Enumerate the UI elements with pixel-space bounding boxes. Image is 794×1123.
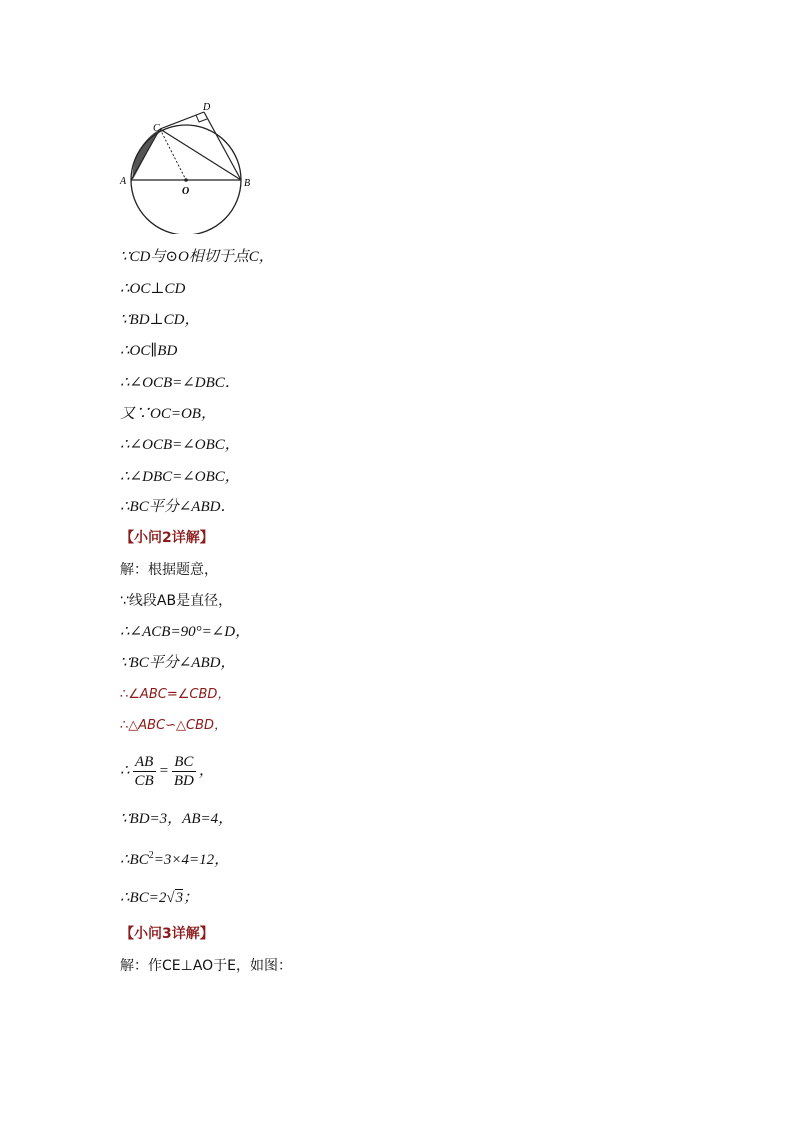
part2-line-8 bbox=[120, 846, 229, 870]
proof-line-1: ∵CD与⊙O相切于点C， bbox=[120, 249, 274, 265]
part2-line-4: ∴∠ABC=∠CBD， bbox=[120, 687, 231, 702]
label-a: A bbox=[120, 176, 127, 187]
part2-intro: 解：根据题意， bbox=[120, 562, 218, 578]
fraction-denominator: CB bbox=[134, 773, 154, 790]
segment-ac bbox=[131, 129, 160, 180]
bc-equals: ∴BC=2 bbox=[120, 890, 167, 906]
part2-line-7: ∵BD=3，AB=4， bbox=[120, 811, 234, 827]
label-b: B bbox=[244, 178, 251, 189]
segment-cb bbox=[160, 129, 241, 180]
part2-line-5: ∴△ABC∽△CBD， bbox=[120, 718, 228, 733]
part2-line-9 bbox=[120, 888, 198, 908]
proof-line-7: ∴∠OCB=∠OBC， bbox=[120, 437, 240, 453]
proof-line-5: ∴∠OCB=∠DBC． bbox=[120, 375, 240, 391]
therefore-symbol: ∴ bbox=[120, 763, 130, 779]
segment-db bbox=[204, 112, 241, 180]
proof-line-9: ∴BC平分∠ABD． bbox=[120, 499, 236, 515]
fraction-denominator: BD bbox=[173, 773, 194, 790]
part2-line-1: ∵线段AB是直径， bbox=[120, 593, 233, 609]
exponent: 2 bbox=[148, 850, 154, 861]
part3-intro: 解：作CE⊥AO于E，如图： bbox=[120, 958, 293, 974]
proof-line-2: ∴OC⊥CD bbox=[120, 281, 186, 297]
fraction-numerator: AB bbox=[133, 753, 156, 772]
proof-line-8: ∴∠DBC=∠OBC， bbox=[120, 469, 240, 485]
bc-label: ∴BC bbox=[120, 852, 149, 868]
geometry-figure bbox=[116, 100, 256, 234]
semicolon: ； bbox=[183, 890, 199, 906]
fraction-ab-cb bbox=[133, 753, 156, 790]
proof-line-6: 又∵OC=OB， bbox=[120, 406, 216, 422]
comma: ， bbox=[198, 763, 214, 779]
fraction-numerator: BC bbox=[172, 753, 196, 772]
radicand: 3 bbox=[175, 890, 184, 906]
label-c: C bbox=[153, 123, 160, 134]
label-d: D bbox=[203, 102, 211, 113]
label-o: O bbox=[182, 186, 190, 197]
right-angle-mark bbox=[196, 115, 207, 122]
part2-line-6: ∴ $\frac{AB}{CB}$ = $\frac{BC}{BD}$ ， bbox=[120, 754, 214, 790]
proof-line-3: ∵BD⊥CD， bbox=[120, 312, 200, 328]
part2-line-3: ∵BC平分∠ABD， bbox=[120, 655, 236, 671]
part2-line-2: ∴∠ACB=90°=∠D， bbox=[120, 624, 251, 640]
fraction-bc-bd bbox=[172, 753, 196, 790]
center-point bbox=[184, 178, 188, 182]
equation-rest: =3×4=12， bbox=[153, 852, 230, 868]
part2-heading: 【小问2详解】 bbox=[120, 530, 214, 546]
sqrt-icon: √ bbox=[166, 890, 175, 906]
proof-line-4: ∴OC∥BD bbox=[120, 343, 178, 359]
part3-heading: 【小问3详解】 bbox=[120, 926, 214, 942]
